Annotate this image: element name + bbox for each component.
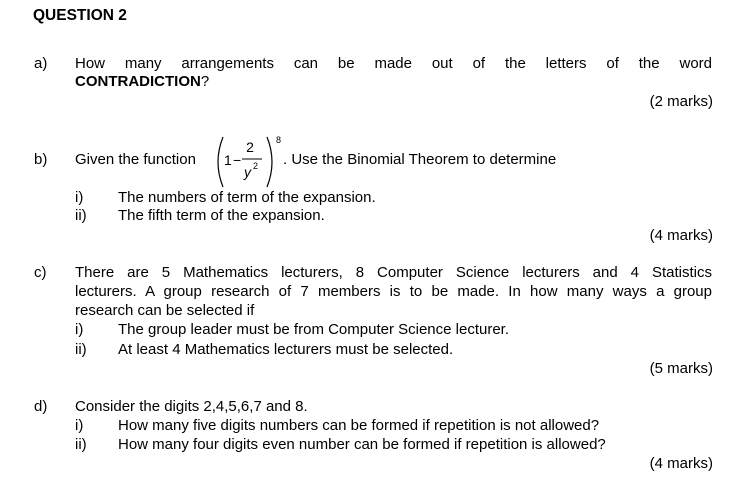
part-a-line-2 [75, 73, 209, 91]
part-b-item-2-text: The fifth term of the expansion. [118, 207, 325, 224]
part-d-item-1-text: How many five digits numbers can be formed if repetition is not allowed? [118, 417, 600, 434]
part-b-item-1-num: i) [75, 189, 84, 206]
part-b-prefix: Given the function [75, 151, 196, 168]
part-d-line-1: Consider the digits 2,4,5,6,7 and 8. [75, 398, 308, 415]
part-a-word: CONTRADICTION [75, 73, 201, 90]
part-b-label: b) [34, 151, 48, 168]
part-d-item-2-text: How many four digits even number can be formed if repetition is allowed? [118, 436, 606, 453]
formula-denominator-base: y [244, 164, 251, 180]
part-c-item-2-text: At least 4 Mathematics lecturers must be selected. [118, 341, 454, 358]
formula-numerator: 2 [246, 139, 254, 155]
formula-right-paren [267, 137, 272, 187]
part-a-label: a) [34, 55, 48, 72]
part-c-line-3: research can be selected if [75, 302, 255, 319]
part-c-item-1-text: The group leader must be from Computer Science lecturer. [118, 321, 510, 338]
formula-power: 8 [276, 135, 282, 145]
part-b-item-2-num: ii) [75, 207, 87, 224]
binomial-formula [213, 134, 289, 194]
part-b-item-1-text: The numbers of term of the expansion. [118, 189, 376, 206]
formula-denominator-exp: 2 [253, 161, 259, 171]
part-a-marks: (2 marks) [649, 93, 713, 110]
formula-left-paren [218, 137, 223, 187]
part-a-line-1: How many arrangements can be made out of the letters of the word [75, 55, 712, 72]
part-c-label: c) [34, 264, 47, 281]
part-d-marks: (4 marks) [649, 455, 713, 472]
part-b-suffix: . Use the Binomial Theorem to determine [283, 151, 557, 168]
part-c-marks: (5 marks) [649, 360, 713, 377]
part-d-item-1-num: i) [75, 417, 84, 434]
part-c-item-1-num: i) [75, 321, 84, 338]
part-b-marks: (4 marks) [649, 227, 713, 244]
part-a-suffix: ? [200, 73, 210, 90]
formula-minus: − [233, 152, 242, 168]
part-d-item-2-num: ii) [75, 436, 87, 453]
formula-one: 1 [224, 152, 232, 168]
part-c-line-2: lecturers. A group research of 7 members is to be made. In how many ways a group [75, 283, 712, 300]
part-d-label: d) [34, 398, 48, 415]
part-c-item-2-num: ii) [75, 341, 87, 358]
question-title: QUESTION 2 [33, 7, 127, 24]
part-c-line-1: There are 5 Mathematics lecturers, 8 Computer Science lecturers and 4 Statistics [75, 264, 712, 281]
